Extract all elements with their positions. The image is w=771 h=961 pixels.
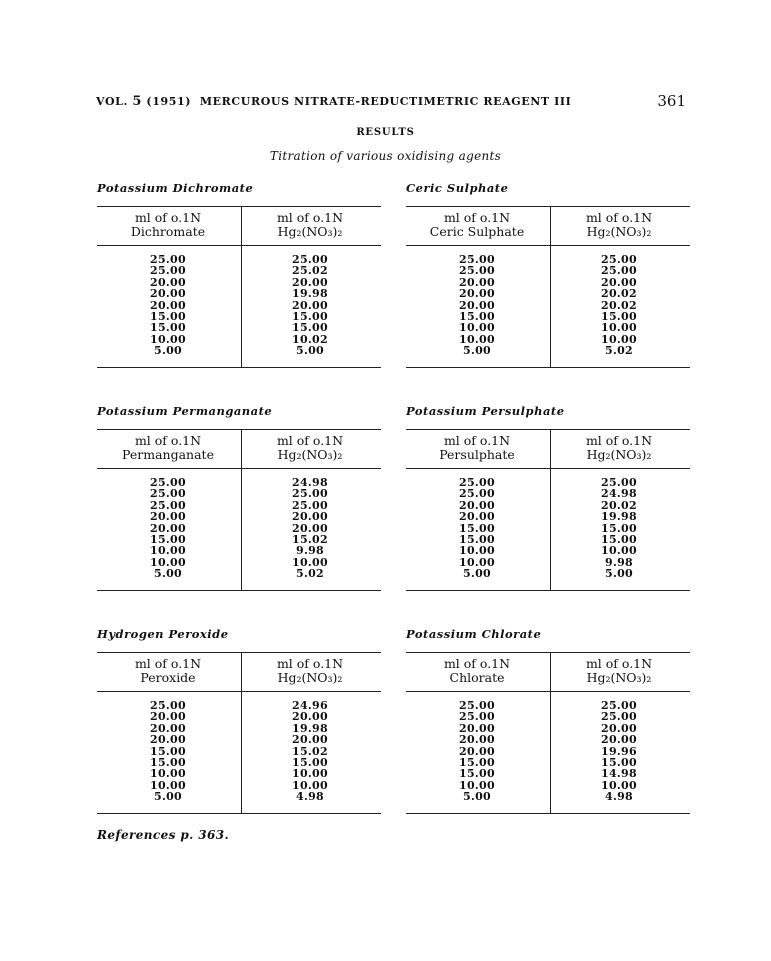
mercurous-nitrate-volume-cell: 15.00 (292, 309, 328, 323)
reagent-volume-cell: 10.00 (150, 778, 186, 792)
table-body (406, 692, 690, 813)
mercurous-nitrate-volume-cell: 24.96 (292, 699, 328, 712)
table-title: Potassium Persulphate (406, 404, 565, 418)
section-title: RESULTS (356, 127, 415, 138)
reagent-volume-cell: 20.00 (150, 510, 186, 524)
table-body (406, 469, 690, 590)
reagent-volume-cell: 10.00 (150, 767, 186, 781)
column-divider (241, 653, 242, 813)
column-header-mercurous-nitrate (239, 430, 381, 468)
table-title: Potassium Dichromate (97, 181, 254, 195)
reagent-volume-cell: 20.00 (150, 287, 186, 301)
running-title: MERCUROUS NITRATE-REDUCTIMETRIC REAGENT III (199, 95, 572, 108)
reagent-volume-cell: 20.00 (150, 733, 186, 747)
header-line: Hg₂(NO₃)₂ (277, 224, 343, 239)
mercurous-nitrate-volume-cell: 19.98 (292, 287, 328, 301)
header-line: Permanganate (122, 447, 214, 462)
mercurous-nitrate-volume-cell: 20.00 (292, 710, 328, 724)
mercurous-nitrate-volume-cell: 10.00 (292, 767, 328, 781)
reagent-volume-cell: 25.00 (150, 498, 186, 512)
mercurous-nitrate-volume-cell: 25.00 (601, 710, 637, 724)
reagent-volume-column (406, 254, 548, 357)
mercurous-nitrate-volume-cell: 15.00 (601, 532, 637, 546)
table-header (97, 207, 381, 246)
header-line: Peroxide (140, 670, 196, 685)
reagent-volume-cell: 25.00 (459, 487, 495, 501)
table-body (97, 246, 381, 367)
reagent-volume-cell: 20.00 (150, 298, 186, 312)
page-number: 361 (657, 92, 686, 110)
mercurous-nitrate-volume-cell: 4.98 (296, 790, 324, 804)
mercurous-nitrate-volume-cell: 10.00 (601, 321, 637, 335)
table-body (97, 469, 381, 590)
reagent-volume-cell: 25.00 (150, 476, 186, 489)
table-block-chlorate (406, 627, 690, 814)
reagent-volume-cell: 20.00 (459, 498, 495, 512)
reagent-volume-cell: 20.00 (150, 521, 186, 535)
table-header (406, 207, 690, 246)
data-table (97, 652, 381, 814)
table-block-permanganate (97, 404, 381, 591)
reagent-volume-cell: 5.00 (154, 344, 182, 358)
mercurous-nitrate-volume-cell: 15.00 (601, 309, 637, 323)
data-table (406, 652, 690, 814)
mercurous-nitrate-volume-cell: 10.00 (601, 544, 637, 558)
mercurous-nitrate-volume-cell: 15.00 (601, 521, 637, 535)
mercurous-nitrate-volume-cell: 20.00 (292, 521, 328, 535)
mercurous-nitrate-volume-cell: 24.98 (601, 487, 637, 501)
mercurous-nitrate-volume-cell: 20.00 (292, 298, 328, 312)
reagent-volume-cell: 10.00 (150, 332, 186, 346)
mercurous-nitrate-volume-column (548, 700, 690, 803)
reagent-volume-cell: 10.00 (459, 555, 495, 569)
running-header-left (96, 94, 571, 109)
column-header-mercurous-nitrate (548, 430, 690, 468)
mercurous-nitrate-volume-cell: 15.02 (292, 744, 328, 758)
reagent-volume-cell: 10.00 (459, 321, 495, 335)
mercurous-nitrate-volume-cell: 10.00 (601, 332, 637, 346)
running-header (96, 94, 686, 112)
reagent-volume-cell: 10.00 (459, 332, 495, 346)
mercurous-nitrate-volume-column (548, 477, 690, 580)
header-line: ml of o.1N (443, 210, 511, 225)
column-header-mercurous-nitrate (548, 207, 690, 245)
table-title: Potassium Chlorate (406, 627, 542, 641)
mercurous-nitrate-volume-cell: 20.02 (601, 498, 637, 512)
mercurous-nitrate-volume-cell: 25.00 (601, 264, 637, 278)
header-line: Hg₂(NO₃)₂ (277, 447, 343, 462)
table-block-ceric-sulphate (406, 181, 690, 368)
mercurous-nitrate-volume-cell: 9.98 (296, 544, 324, 558)
mercurous-nitrate-volume-cell: 5.02 (605, 344, 633, 358)
mercurous-nitrate-volume-cell: 4.98 (605, 790, 633, 804)
data-table (406, 206, 690, 368)
mercurous-nitrate-volume-cell: 20.00 (292, 275, 328, 289)
reagent-volume-cell: 10.00 (150, 544, 186, 558)
header-line: Ceric Sulphate (429, 224, 525, 239)
reagent-volume-cell: 20.00 (150, 721, 186, 735)
mercurous-nitrate-volume-cell: 5.00 (296, 344, 324, 358)
mercurous-nitrate-volume-cell: 15.02 (292, 532, 328, 546)
header-line: Hg₂(NO₃)₂ (586, 670, 652, 685)
mercurous-nitrate-volume-cell: 10.00 (292, 555, 328, 569)
mercurous-nitrate-volume-cell: 25.02 (292, 264, 328, 278)
reagent-volume-cell: 15.00 (459, 309, 495, 323)
table-title: Ceric Sulphate (406, 181, 509, 195)
column-divider (550, 653, 551, 813)
column-divider (550, 430, 551, 590)
header-line: ml of o.1N (443, 656, 511, 671)
mercurous-nitrate-volume-cell: 25.00 (292, 487, 328, 501)
reagent-volume-cell: 10.00 (459, 544, 495, 558)
header-line: ml of o.1N (276, 210, 344, 225)
column-header-mercurous-nitrate (239, 653, 381, 691)
mercurous-nitrate-volume-cell: 20.02 (601, 287, 637, 301)
reagent-volume-cell: 25.00 (150, 264, 186, 278)
table-body (97, 692, 381, 813)
column-header-reagent (406, 207, 548, 245)
reagent-volume-cell: 10.00 (459, 778, 495, 792)
reagent-volume-cell: 20.00 (150, 710, 186, 724)
reagent-volume-cell: 15.00 (150, 321, 186, 335)
reagent-volume-cell: 5.00 (154, 567, 182, 581)
reagent-volume-cell: 5.00 (463, 790, 491, 804)
header-line: Persulphate (439, 447, 515, 462)
reagent-volume-cell: 15.00 (459, 755, 495, 769)
column-header-reagent (97, 653, 239, 691)
table-title: Potassium Permanganate (97, 404, 273, 418)
data-table (97, 206, 381, 368)
mercurous-nitrate-volume-cell: 19.98 (601, 510, 637, 524)
table-header (97, 653, 381, 692)
reagent-volume-cell: 5.00 (154, 790, 182, 804)
table-header (97, 430, 381, 469)
header-line: ml of o.1N (443, 433, 511, 448)
mercurous-nitrate-volume-cell: 19.96 (601, 744, 637, 758)
table-title: Hydrogen Peroxide (97, 627, 229, 641)
reagent-volume-cell: 25.00 (150, 487, 186, 501)
reagent-volume-column (97, 477, 239, 580)
header-line: ml of o.1N (276, 656, 344, 671)
mercurous-nitrate-volume-cell: 10.00 (601, 778, 637, 792)
column-divider (241, 430, 242, 590)
reagent-volume-cell: 15.00 (150, 309, 186, 323)
reagent-volume-cell: 20.00 (459, 275, 495, 289)
mercurous-nitrate-volume-cell: 20.02 (601, 298, 637, 312)
reagent-volume-cell: 20.00 (459, 744, 495, 758)
header-line: ml of o.1N (585, 656, 653, 671)
mercurous-nitrate-volume-column (239, 254, 381, 357)
mercurous-nitrate-volume-cell: 10.00 (292, 778, 328, 792)
reagent-volume-cell: 25.00 (459, 699, 495, 712)
column-divider (241, 207, 242, 367)
header-line: ml of o.1N (585, 210, 653, 225)
mercurous-nitrate-volume-cell: 20.00 (601, 733, 637, 747)
reagent-volume-cell: 5.00 (463, 567, 491, 581)
reagent-volume-cell: 15.00 (150, 744, 186, 758)
mercurous-nitrate-volume-cell: 15.00 (601, 755, 637, 769)
table-header (406, 653, 690, 692)
column-divider (550, 207, 551, 367)
volume-number: 5 (132, 94, 142, 109)
mercurous-nitrate-volume-cell: 25.00 (601, 699, 637, 712)
mercurous-nitrate-volume-cell: 25.00 (601, 253, 637, 266)
reagent-volume-cell: 25.00 (459, 476, 495, 489)
mercurous-nitrate-volume-cell: 5.00 (605, 567, 633, 581)
column-header-reagent (97, 430, 239, 468)
reagent-volume-cell: 10.00 (150, 555, 186, 569)
mercurous-nitrate-volume-column (239, 700, 381, 803)
reagent-volume-column (97, 700, 239, 803)
reagent-volume-cell: 25.00 (150, 253, 186, 266)
volume-label: VOL. (96, 95, 128, 108)
column-header-reagent (97, 207, 239, 245)
mercurous-nitrate-volume-cell: 10.02 (292, 332, 328, 346)
table-block-persulphate (406, 404, 690, 591)
reagent-volume-cell: 20.00 (459, 298, 495, 312)
header-line: ml of o.1N (134, 433, 202, 448)
column-header-reagent (406, 653, 548, 691)
header-line: Hg₂(NO₃)₂ (586, 447, 652, 462)
data-table (406, 429, 690, 591)
mercurous-nitrate-volume-column (239, 477, 381, 580)
column-header-mercurous-nitrate (239, 207, 381, 245)
mercurous-nitrate-volume-column (548, 254, 690, 357)
mercurous-nitrate-volume-cell: 25.00 (292, 498, 328, 512)
mercurous-nitrate-volume-cell: 25.00 (601, 476, 637, 489)
header-line: ml of o.1N (134, 656, 202, 671)
column-header-reagent (406, 430, 548, 468)
header-line: Hg₂(NO₃)₂ (586, 224, 652, 239)
reagent-volume-cell: 20.00 (150, 275, 186, 289)
reagent-volume-cell: 15.00 (459, 521, 495, 535)
header-line: ml of o.1N (585, 433, 653, 448)
reagent-volume-cell: 15.00 (150, 755, 186, 769)
references-note: References p. 363. (97, 828, 230, 842)
mercurous-nitrate-volume-cell: 25.00 (292, 253, 328, 266)
header-line: Dichromate (130, 224, 206, 239)
header-line: Hg₂(NO₃)₂ (277, 670, 343, 685)
mercurous-nitrate-volume-cell: 24.98 (292, 476, 328, 489)
header-line: ml of o.1N (134, 210, 202, 225)
mercurous-nitrate-volume-cell: 5.02 (296, 567, 324, 581)
table-subtitle: Titration of various oxidising agents (269, 149, 502, 163)
table-header (406, 430, 690, 469)
header-line: Chlorate (449, 670, 505, 685)
mercurous-nitrate-volume-cell: 15.00 (292, 755, 328, 769)
mercurous-nitrate-volume-cell: 20.00 (292, 733, 328, 747)
reagent-volume-cell: 15.00 (150, 532, 186, 546)
mercurous-nitrate-volume-cell: 20.00 (601, 275, 637, 289)
mercurous-nitrate-volume-cell: 19.98 (292, 721, 328, 735)
reagent-volume-column (97, 254, 239, 357)
reagent-volume-cell: 5.00 (463, 344, 491, 358)
reagent-volume-cell: 15.00 (459, 532, 495, 546)
mercurous-nitrate-volume-cell: 20.00 (292, 510, 328, 524)
mercurous-nitrate-volume-cell: 15.00 (292, 321, 328, 335)
reagent-volume-cell: 25.00 (459, 253, 495, 266)
reagent-volume-cell: 25.00 (459, 710, 495, 724)
mercurous-nitrate-volume-cell: 14.98 (601, 767, 637, 781)
reagent-volume-column (406, 477, 548, 580)
reagent-volume-cell: 25.00 (150, 699, 186, 712)
reagent-volume-cell: 20.00 (459, 287, 495, 301)
data-table (97, 429, 381, 591)
year: (1951) (146, 95, 192, 108)
table-block-dichromate (97, 181, 381, 368)
column-header-mercurous-nitrate (548, 653, 690, 691)
mercurous-nitrate-volume-cell: 9.98 (605, 555, 633, 569)
header-line: ml of o.1N (276, 433, 344, 448)
reagent-volume-column (406, 700, 548, 803)
reagent-volume-cell: 25.00 (459, 264, 495, 278)
table-body (406, 246, 690, 367)
reagent-volume-cell: 15.00 (459, 767, 495, 781)
reagent-volume-cell: 20.00 (459, 721, 495, 735)
mercurous-nitrate-volume-cell: 20.00 (601, 721, 637, 735)
reagent-volume-cell: 20.00 (459, 733, 495, 747)
reagent-volume-cell: 20.00 (459, 510, 495, 524)
table-block-peroxide (97, 627, 381, 814)
